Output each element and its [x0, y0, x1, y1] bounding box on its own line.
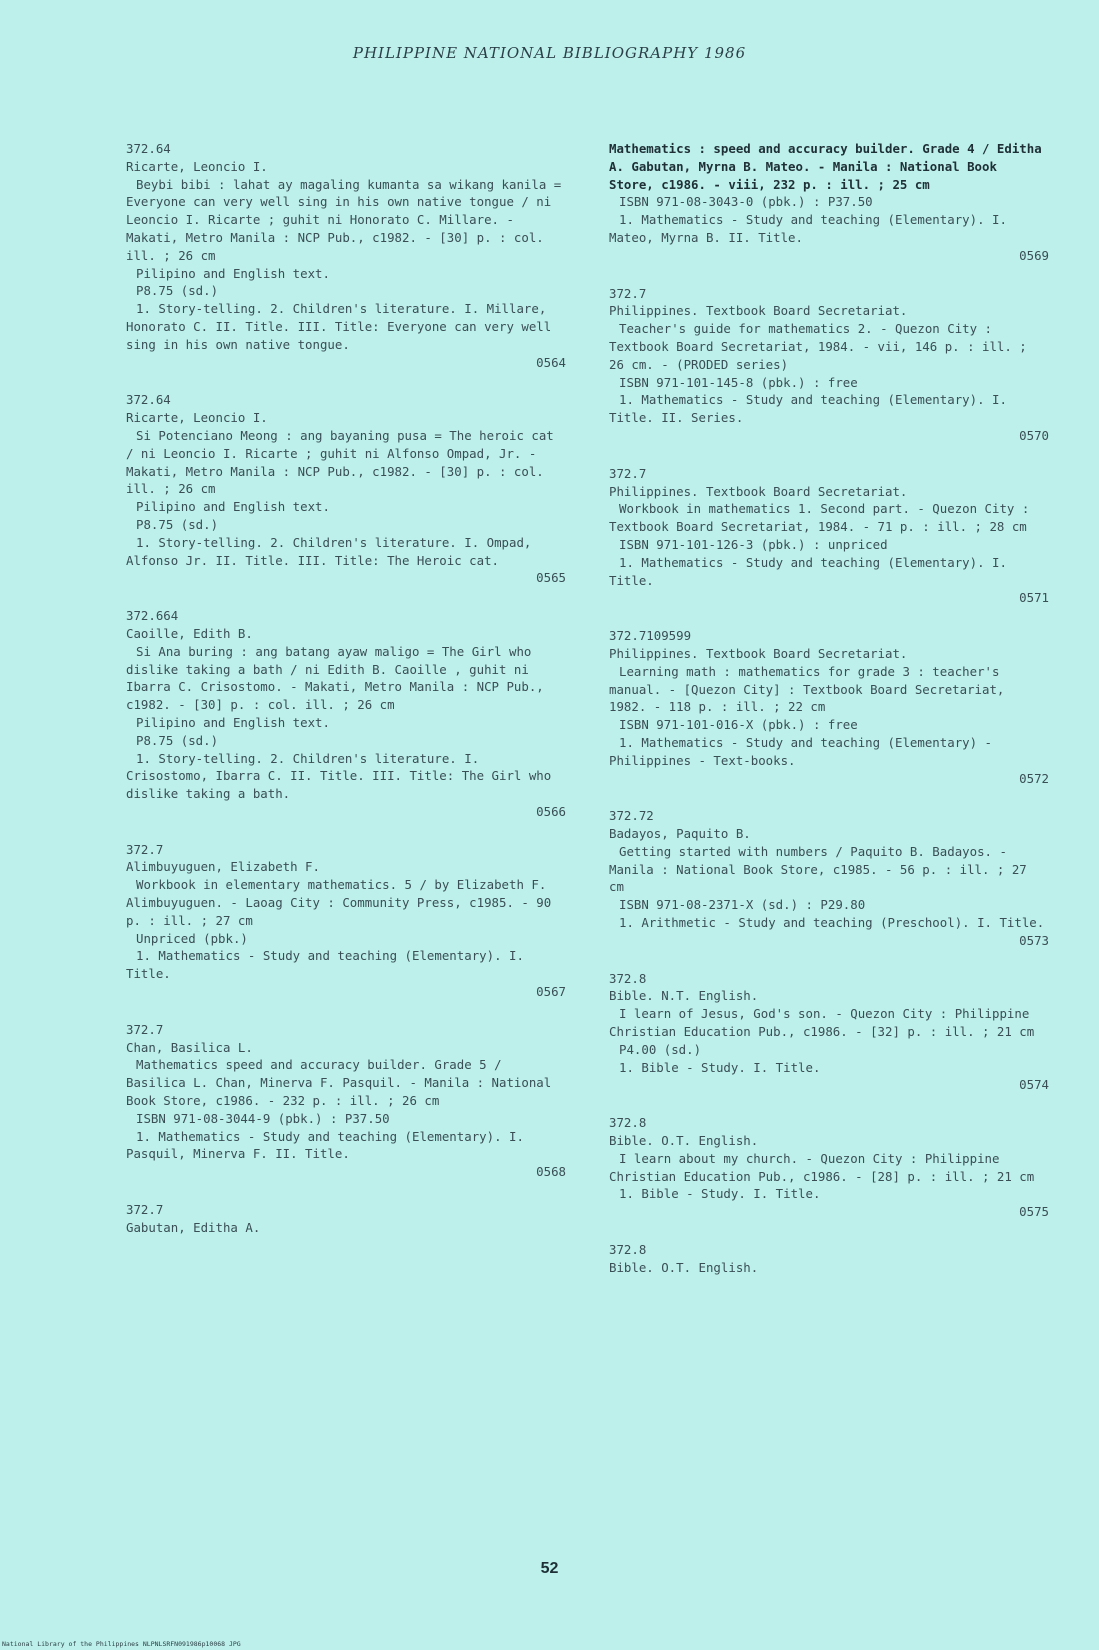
entry-number: 0564 — [536, 354, 566, 370]
entry-number: 0566 — [536, 803, 566, 819]
entry-heading: Bible. N.T. English. — [609, 988, 759, 1004]
entry-number: 0565 — [536, 570, 566, 586]
note-line: P8.75 (sd.) — [136, 283, 219, 299]
entry-body: Workbook in elementary mathematics. 5 / by Elizabeth F. Alimbuyuguen. - Laoag City : Community Press, c1985. - 90 p. : ill. ; 27 cm — [126, 877, 552, 928]
entry-heading: Chan, Basilica L. — [126, 1039, 253, 1055]
note-line: Pilipino and English text. — [136, 714, 330, 730]
note-line: ISBN 971-08-3044-9 (pbk.) : P37.50 — [136, 1110, 390, 1126]
entry-body: Mathematics : speed and accuracy builder. Grade 4 / Editha A. Gabutan, Myrna B. Mateo. - Manila : National Book Store, c1986. - viii, 232 p. : ill. ; 25 cm — [609, 141, 1042, 192]
entry-tracing: 1. Mathematics - Study and teaching (Elementary). I. Title. — [609, 554, 1007, 588]
note-line: ISBN 971-101-145-8 (pbk.) : free — [619, 374, 858, 390]
entry-number: 0571 — [1019, 590, 1049, 606]
entry-notes — [609, 1041, 1049, 1059]
entry-0566 — [126, 607, 566, 821]
entry-notes — [609, 716, 1049, 734]
entry-number: 0569 — [1019, 247, 1049, 263]
entry-tracing: 1. Mathematics - Study and teaching (Elementary). I. Pasquil, Minerva F. II. Title. — [126, 1128, 524, 1162]
note-line: ISBN 971-101-126-3 (pbk.) : unpriced — [619, 536, 888, 552]
entry-notes — [126, 498, 566, 534]
classification-number: 372.72 — [609, 808, 654, 824]
entry-tracing: 1. Mathematics - Study and teaching (Elementary) - Philippines - Text-books. — [609, 734, 992, 768]
entry-heading: Philippines. Textbook Board Secretariat. — [609, 303, 908, 319]
note-line: P8.75 (sd.) — [136, 516, 219, 532]
entry-tracing: 1. Story-telling. 2. Children's literature. I. Crisostomo, Ibarra C. II. Title. III. Title: The Girl who dislike taking a bath. — [126, 750, 552, 802]
note-line: P8.75 (sd.) — [136, 732, 219, 748]
entry-0571 — [609, 465, 1049, 607]
classification-number: 372.7 — [609, 285, 647, 301]
left-column — [126, 140, 566, 1257]
entry-notes — [126, 265, 566, 301]
entry-notes — [609, 193, 1049, 211]
entry-number: 0567 — [536, 984, 566, 1000]
entry-0575 — [609, 1114, 1049, 1221]
entry-0567 — [126, 841, 566, 1001]
entry-0564 — [126, 140, 566, 371]
entry-heading: Ricarte, Leoncio I. — [126, 158, 268, 174]
entry-0569 — [609, 140, 1049, 265]
note-line: ISBN 971-08-2371-X (sd.) : P29.80 — [619, 897, 866, 913]
classification-number: 372.64 — [126, 392, 171, 408]
entry-0568 — [126, 1021, 566, 1181]
entry-number: 0573 — [1019, 932, 1049, 948]
entry-body: Learning math : mathematics for grade 3 : teacher's manual. - [Quezon City] : Textbook Board Secretariat, 1982. - 118 p. : ill. ; 22 cm — [609, 663, 1005, 715]
entry-number: 0575 — [1019, 1204, 1049, 1220]
page-header: PHILIPPINE NATIONAL BIBLIOGRAPHY 1986 — [352, 44, 747, 62]
classification-number: 372.7 — [126, 841, 164, 857]
classification-number: 372.8 — [609, 1115, 647, 1131]
scan-footer: National Library of the Philippines NLPNLSRFN091986p10068 JPG — [2, 1640, 241, 1648]
entry-notes — [126, 714, 566, 750]
classification-number: 372.7109599 — [609, 628, 692, 644]
entry-0573 — [609, 807, 1049, 949]
note-line: Pilipino and English text. — [136, 499, 330, 515]
entry-tracing: 1. Story-telling. 2. Children's literature. I. Millare, Honorato C. II. Title. III. Title: Everyone can very well sing in his own native tongue. — [126, 301, 552, 352]
note-line: P4.00 (sd.) — [619, 1041, 702, 1057]
entry-number: 0570 — [1019, 427, 1049, 443]
classification-number: 372.664 — [126, 608, 179, 624]
entry-number: 0574 — [1019, 1077, 1049, 1093]
entry-number: 0568 — [536, 1164, 566, 1180]
entry-heading: Badayos, Paquito B. — [609, 826, 751, 842]
entry-notes — [609, 374, 1049, 392]
entry-tracing: 1. Arithmetic - Study and teaching (Preschool). I. Title. — [619, 915, 1045, 931]
entry-body: Beybi bibi : lahat ay magaling kumanta sa wikang kanila = Everyone can very well sing in his own native tongue / ni Leoncio I. Ricarte ; guhit ni Honorato C. Millare. - Makati, Metro Manila : NCP Pub., c1982. - [30] p. : col. ill. ; 26 cm — [126, 176, 562, 263]
entry-tracing: 1. Story-telling. 2. Children's literature. I. Ompad, Alfonso Jr. II. Title. III. Title: The Heroic cat. — [126, 534, 532, 568]
classification-number: 372.7 — [126, 1202, 164, 1218]
classification-number: 372.8 — [609, 970, 647, 986]
entry-0565 — [126, 391, 566, 587]
note-line: Pilipino and English text. — [136, 265, 330, 281]
classification-number: 372.64 — [126, 141, 171, 156]
entry-heading: Caoille, Edith B. — [126, 625, 253, 641]
entry-tracing: 1. Mathematics - Study and teaching (Elementary). I. Mateo, Myrna B. II. Title. — [609, 212, 1007, 245]
entry-body: Workbook in mathematics 1. Second part. - Quezon City : Textbook Board Secretariat, 1984. - 71 p. : ill. ; 28 cm — [609, 501, 1030, 535]
entry-0570 — [609, 285, 1049, 445]
entry-body: Mathematics speed and accuracy builder. Grade 5 / Basilica L. Chan, Minerva F. Pasquil. - Manila : National Book Store, c1986. - 232 p. : ill. ; 26 cm — [126, 1057, 552, 1109]
entry-body: Si Ana buring : ang batang ayaw maligo = The Girl who dislike taking a bath / ni Edith B. Caoille , guhit ni Ibarra C. Crisostomo. - Makati, Metro Manila : NCP Pub., c1982. - [30] p. : col. ill. ; 26 cm — [126, 643, 544, 713]
entry-continued-start — [609, 1241, 1049, 1277]
right-column — [609, 140, 1049, 1297]
entry-heading: Gabutan, Editha A. — [126, 1219, 261, 1235]
entry-heading: Philippines. Textbook Board Secretariat. — [609, 483, 908, 499]
classification-number: 372.8 — [609, 1242, 647, 1258]
classification-number: 372.7 — [609, 465, 647, 481]
entry-continued-start — [126, 1201, 566, 1237]
entry-heading: Philippines. Textbook Board Secretariat. — [609, 645, 908, 661]
entry-0572 — [609, 627, 1049, 787]
entry-tracing: 1. Bible - Study. I. Title. — [619, 1059, 821, 1075]
entry-notes — [609, 536, 1049, 554]
entry-number: 0572 — [1019, 770, 1049, 786]
entry-notes — [126, 930, 566, 948]
entry-tracing: 1. Bible - Study. I. Title. — [619, 1186, 821, 1202]
entry-tracing: 1. Mathematics - Study and teaching (Elementary). I. Title. — [126, 948, 524, 982]
entry-notes — [126, 1110, 566, 1128]
entry-notes — [609, 896, 1049, 914]
entry-heading: Bible. O.T. English. — [609, 1259, 759, 1275]
entry-body: Si Potenciano Meong : ang bayaning pusa = The heroic cat / ni Leoncio I. Ricarte ; guhit ni Alfonso Ompad, Jr. - Makati, Metro Manila : NCP Pub., c1982. - [30] p. : col. ill. ; 26 cm — [126, 427, 554, 497]
entry-body: Getting started with numbers / Paquito B. Badayos. - Manila : National Book Store, c1985. - 56 p. : ill. ; 27 cm — [609, 843, 1027, 895]
note-line: ISBN 971-08-3043-0 (pbk.) : P37.50 — [619, 194, 873, 210]
entry-0574 — [609, 970, 1049, 1095]
note-line: Unpriced (pbk.) — [136, 930, 248, 946]
entry-tracing: 1. Mathematics - Study and teaching (Elementary). I. Title. II. Series. — [609, 392, 1007, 426]
entry-heading: Ricarte, Leoncio I. — [126, 410, 268, 426]
entry-heading: Alimbuyuguen, Elizabeth F. — [126, 859, 320, 875]
entry-body: Teacher's guide for mathematics 2. - Quezon City : Textbook Board Secretariat, 1984. - vii, 146 p. : ill. ; 26 cm. - (PRODED series) — [609, 321, 1027, 372]
classification-number: 372.7 — [126, 1021, 164, 1037]
page-number: 52 — [540, 1560, 559, 1577]
entry-heading: Bible. O.T. English. — [609, 1133, 759, 1149]
entry-body: I learn of Jesus, God's son. - Quezon City : Philippine Christian Education Pub., c1986. - [32] p. : ill. ; 21 cm — [609, 1006, 1035, 1040]
note-line: ISBN 971-101-016-X (pbk.) : free — [619, 717, 858, 733]
entry-body: I learn about my church. - Quezon City : Philippine Christian Education Pub., c1986. - [28] p. : ill. ; 21 cm — [609, 1150, 1035, 1184]
